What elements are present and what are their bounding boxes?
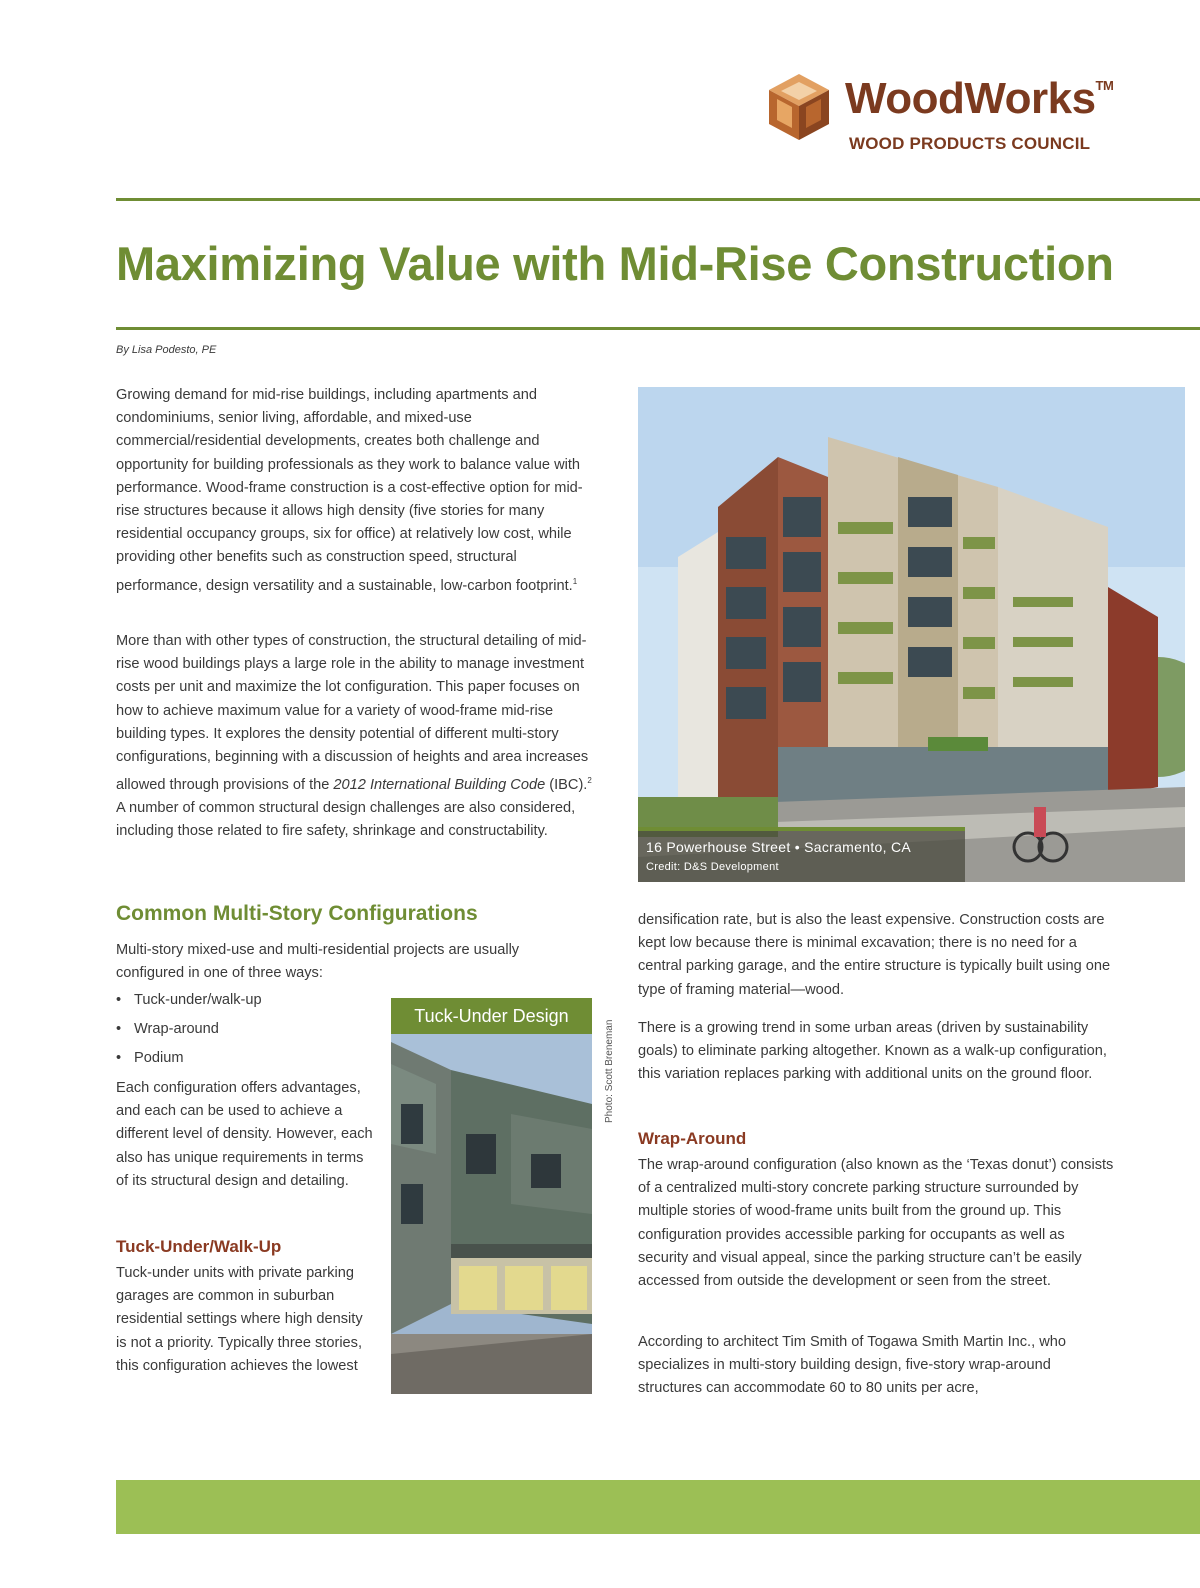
page-title: Maximizing Value with Mid-Rise Construction xyxy=(116,237,1114,290)
list-item: • Wrap-around xyxy=(116,1018,376,1047)
byline: By Lisa Podesto, PE xyxy=(116,344,217,356)
tuck-under-figure xyxy=(391,998,592,1394)
tuck-under-paragraph: Tuck-under units with private parking garages are common in suburban residential settings where high density is not a priority. Typically three stories, this configuration achieves the lowest xyxy=(116,1265,363,1374)
logo-subtitle: WOOD PRODUCTS COUNCIL xyxy=(849,134,1091,153)
intro-paragraph: Growing demand for mid-rise buildings, including apartments and condominiums, senior living, affordable, and mixed-use commercial/residential developments, creates both challenge and opportunity for building professionals as they work to balance value with performance. Wood-frame construction is a cost-effective option for mid-rise structures because it allows high density (five stories for many residential occupancy groups, six for office) at relatively low cost, while providing other benefits such as construction speed, structural performance, design versatility and a sustainable, low-carbon footprint.$^1$ xyxy=(116,387,583,594)
bullet-icon: • xyxy=(116,1021,122,1037)
cube-logo-icon xyxy=(765,72,833,142)
bullet-icon: • xyxy=(116,992,122,1008)
list-item: • Podium xyxy=(116,1047,376,1076)
list-item: • Tuck-under/walk-up xyxy=(116,989,376,1018)
wrap-around-paragraph: The wrap-around configuration (also known as the ‘Texas donut’) consists of a centralized multi-story concrete parking structure surrounded by multiple stories of wood-frame units built from the ground up. This configuration provides accessible parking for occupants as well as security and visual appeal, since the parking structure can’t be easily accessed from outside the development or seen from the street. xyxy=(638,1157,1114,1290)
configurations-advantages: Each configuration offers advantages, and each can be used to achieve a different level of density. However, each also has unique requirements in terms of its structural design and detailing. xyxy=(116,1080,373,1189)
title-divider xyxy=(116,327,1200,330)
configurations-intro: Multi-story mixed-use and multi-residential projects are usually configured in one of three ways: xyxy=(116,942,520,982)
woodworks-logo xyxy=(765,72,1125,158)
focus-paragraph: More than with other types of construction, the structural detailing of mid-rise wood buildings plays a large role in the ability to manage investment costs per unit and maximize the lot configuration. This paper focuses on how to achieve maximum value for a variety of wood-frame mid-rise building types. It explores the density potential of different multi-story configurations, beginning with a discussion of heights and area increases allowed through provisions of the 2012 International Building Code (IBC).$^2$ A number of common structural design challenges are also considered, including those related to fire safety, shrinkage and constructability. xyxy=(116,633,592,840)
tuck-under-photo xyxy=(391,1034,592,1394)
subheading-tuck-under: Tuck-Under/Walk-Up xyxy=(116,1237,282,1256)
configurations-list xyxy=(116,989,376,1076)
logo-wordmark: WoodWorks™ xyxy=(845,74,1114,123)
walk-up-paragraph: There is a growing trend in some urban areas (driven by sustainability goals) to eliminate parking altogether. Known as a walk-up configuration, this variation replaces parking with additional units on the ground floor. xyxy=(638,1020,1107,1083)
building-photo xyxy=(638,387,1185,882)
header-divider xyxy=(116,198,1200,201)
caption-title: 16 Powerhouse Street • Sacramento, CA xyxy=(646,839,912,855)
footer-band xyxy=(116,1480,1200,1534)
architect-quote-paragraph: According to architect Tim Smith of Togawa Smith Martin Inc., who specializes in multi-story building design, five-story wrap-around structures can accommodate 60 to 80 units per acre, xyxy=(638,1334,1066,1397)
tuck-under-continued: densification rate, but is also the least expensive. Construction costs are kept low because there is minimal excavation; there is no need for a central parking garage, and the entire structure is typically built using one type of framing material—wood. xyxy=(638,912,1111,998)
section-heading-configurations: Common Multi-Story Configurations xyxy=(116,902,478,925)
tuck-under-label: Tuck-Under Design xyxy=(391,998,592,1034)
caption-credit: Credit: D&S Development xyxy=(646,861,779,873)
tuck-under-photo-credit: Photo: Scott Breneman xyxy=(604,1019,615,1123)
photo-caption xyxy=(638,827,965,882)
bullet-icon: • xyxy=(116,1050,122,1066)
subheading-wrap-around: Wrap-Around xyxy=(638,1129,747,1148)
